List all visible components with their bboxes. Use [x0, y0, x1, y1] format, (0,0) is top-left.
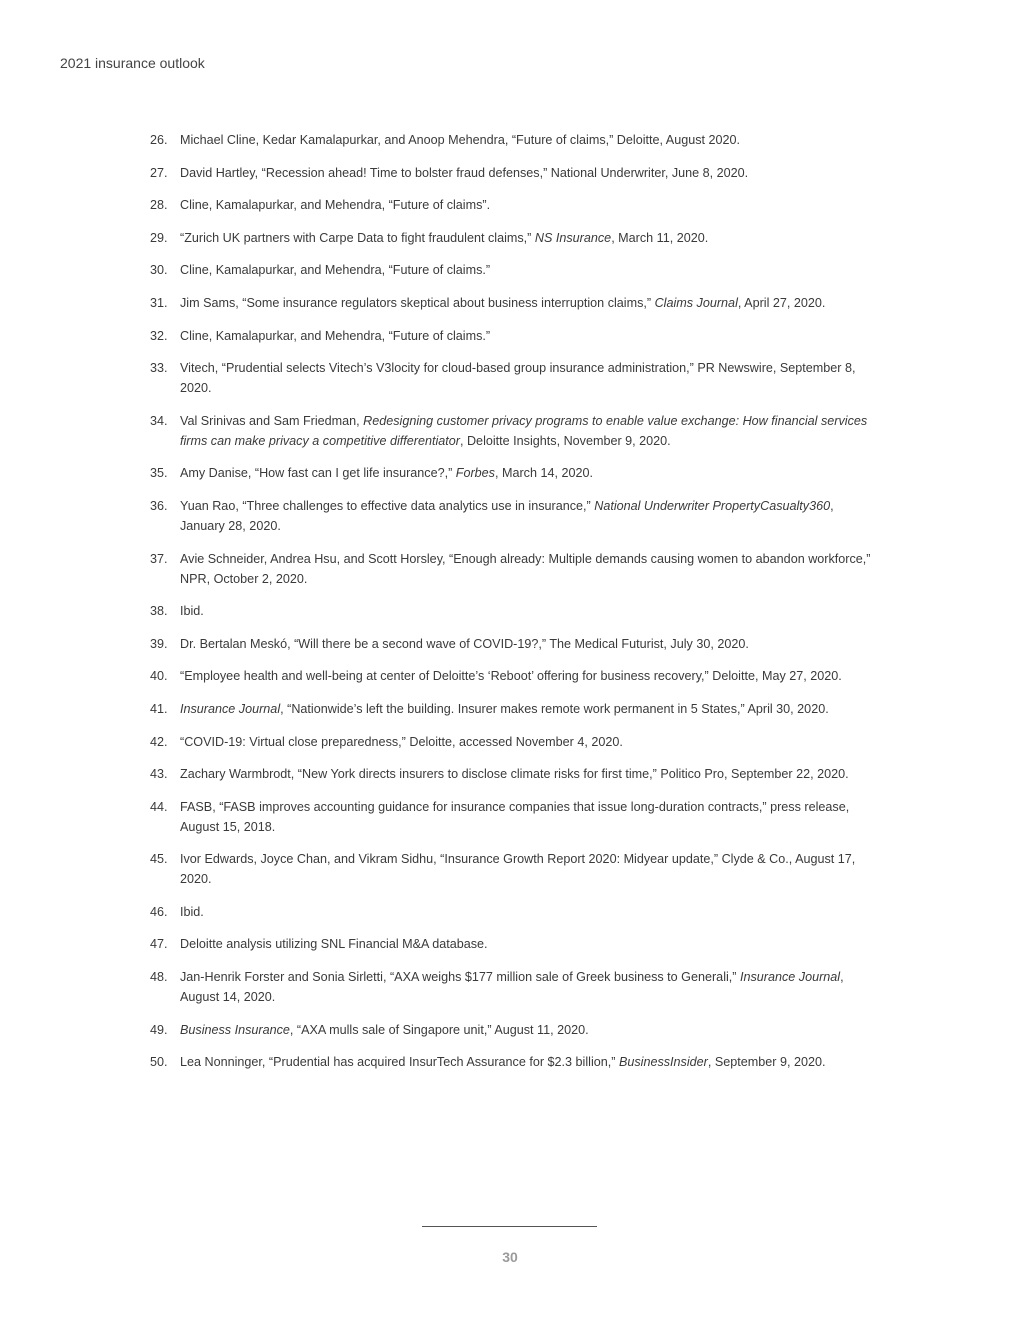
endnote-number: 44.: [150, 799, 168, 814]
endnote-item: [150, 666, 872, 686]
endnote-text: [180, 293, 872, 313]
endnote-text-fragment: Lea Nonninger, “Prudential has acquired InsurTech Assurance for $2.3 billion,”: [180, 1055, 619, 1070]
endnote-text: [180, 797, 872, 837]
endnote-italic-title: National Underwriter PropertyCasualty360: [594, 498, 831, 513]
endnote-item: [150, 634, 872, 654]
endnote-number: 50.: [150, 1055, 168, 1070]
endnote-text-fragment: Amy Danise, “How fast can I get life insurance?,”: [180, 466, 456, 481]
endnote-number: 42.: [150, 734, 168, 749]
page-number: 30: [502, 1249, 518, 1265]
endnote-number: 32.: [150, 328, 168, 343]
endnote-text-fragment: Michael Cline, Kedar Kamalapurkar, and Anoop Mehendra, “Future of claims,” Deloitte, August 2020.: [180, 133, 741, 147]
endnote-item: [150, 732, 872, 752]
endnote-item: [150, 849, 872, 889]
endnote-text-fragment: , August 14, 2020.: [180, 970, 844, 1005]
endnote-text-fragment: Avie Schneider, Andrea Hsu, and Scott Horsley, “Enough already: Multiple demands causing women to abandon workforce,” NPR, October 2, 2020.: [180, 551, 871, 586]
endnote-item: [150, 764, 872, 784]
endnote-number: 31.: [150, 295, 168, 310]
endnote-text: [180, 358, 872, 398]
endnote-item: [150, 797, 872, 837]
endnote-text-fragment: Ivor Edwards, Joyce Chan, and Vikram Sidhu, “Insurance Growth Report 2020: Midyear update,” Clyde & Co., August 17, 2020.: [180, 852, 856, 887]
endnote-item: [150, 549, 872, 589]
endnote-italic-title: Forbes: [455, 466, 495, 481]
endnote-text-fragment: Ibid.: [180, 904, 204, 919]
endnote-number: 41.: [150, 701, 168, 716]
endnote-text: [180, 967, 872, 1007]
endnote-text-fragment: , “AXA mulls sale of Singapore unit,” August 11, 2020.: [289, 1022, 589, 1037]
endnote-italic-title: Business Insurance: [180, 1022, 290, 1037]
endnote-text-fragment: FASB, “FASB improves accounting guidance for insurance companies that issue long-duration contracts,” press release, August 15, 2018.: [180, 799, 850, 834]
endnote-number: 40.: [150, 669, 168, 684]
endnote-number: 39.: [150, 636, 168, 651]
endnote-number: 49.: [150, 1022, 168, 1037]
endnote-text-fragment: Yuan Rao, “Three challenges to effective data analytics use in insurance,”: [180, 498, 595, 513]
endnote-number: 34.: [150, 413, 168, 428]
endnote-item: [150, 699, 872, 719]
endnote-text: [180, 130, 872, 150]
endnote-item: [150, 260, 872, 280]
endnote-text: [180, 666, 872, 686]
endnote-item: [150, 967, 872, 1007]
endnote-item: [150, 228, 872, 248]
endnote-text-fragment: , April 27, 2020.: [737, 295, 826, 310]
endnote-text-fragment: , September 9, 2020.: [707, 1055, 826, 1070]
endnote-italic-title: Insurance Journal: [180, 701, 281, 716]
endnote-number: 29.: [150, 230, 168, 245]
endnote-text-fragment: , “Nationwide’s left the building. Insurer makes remote work permanent in 5 States,” April 30, 2020.: [280, 701, 829, 716]
endnote-item: [150, 934, 872, 954]
endnote-text: [180, 228, 872, 248]
endnote-text-fragment: Zachary Warmbrodt, “New York directs insurers to disclose climate risks for first time,” Politico Pro, September 22, 2020.: [180, 767, 849, 782]
endnote-number: 26.: [150, 133, 168, 147]
endnote-item: [150, 463, 872, 483]
endnote-number: 46.: [150, 904, 168, 919]
endnote-text-fragment: Cline, Kamalapurkar, and Mehendra, “Future of claims”.: [180, 198, 491, 213]
endnote-item: [150, 195, 872, 215]
endnote-text: [180, 1052, 872, 1072]
endnote-text: [180, 732, 872, 752]
endnote-item: [150, 411, 872, 451]
endnote-text: [180, 764, 872, 784]
endnote-number: 27.: [150, 165, 168, 180]
endnote-text: [180, 163, 872, 183]
endnote-italic-title: BusinessInsider: [618, 1055, 708, 1070]
endnote-text-fragment: Deloitte analysis utilizing SNL Financial M&A database.: [180, 937, 488, 952]
endnote-number: 33.: [150, 361, 168, 376]
endnote-text-fragment: , March 11, 2020.: [611, 230, 709, 245]
endnote-text-fragment: , Deloitte Insights, November 9, 2020.: [459, 433, 671, 448]
endnote-text: [180, 549, 872, 589]
endnotes-list: [150, 130, 872, 1085]
footer-divider: [422, 1226, 597, 1227]
endnote-text-fragment: Cline, Kamalapurkar, and Mehendra, “Future of claims.”: [180, 263, 491, 278]
endnote-number: 47.: [150, 937, 168, 952]
endnote-text-fragment: Jan-Henrik Forster and Sonia Sirletti, “AXA weighs $177 million sale of Greek business to Generali,”: [180, 970, 740, 985]
endnote-number: 38.: [150, 604, 168, 619]
endnote-text: [180, 699, 872, 719]
endnote-text-fragment: “Zurich UK partners with Carpe Data to fight fraudulent claims,”: [180, 230, 535, 245]
endnote-text-fragment: “Employee health and well-being at center of Deloitte’s ‘Reboot’ offering for business recovery,” Deloitte, May 27, 2020.: [180, 669, 842, 684]
endnote-text: [180, 601, 872, 621]
endnote-italic-title: Redesigning customer privacy programs to enable value exchange: How financial services firms can make privacy a competitive differentiator: [180, 413, 868, 448]
endnote-text: [180, 496, 872, 536]
endnote-text-fragment: Dr. Bertalan Meskó, “Will there be a second wave of COVID-19?,” The Medical Futurist, July 30, 2020.: [180, 636, 749, 651]
endnote-italic-title: Claims Journal: [654, 295, 738, 310]
endnote-number: 30.: [150, 263, 168, 278]
endnote-text-fragment: Cline, Kamalapurkar, and Mehendra, “Future of claims.”: [180, 328, 491, 343]
endnote-number: 28.: [150, 198, 168, 213]
endnote-item: [150, 902, 872, 922]
endnote-text: [180, 934, 872, 954]
endnote-text: [180, 260, 872, 280]
endnote-item: [150, 293, 872, 313]
endnote-item: [150, 358, 872, 398]
endnote-item: [150, 496, 872, 536]
endnote-number: 35.: [150, 466, 168, 481]
endnote-text-fragment: Vitech, “Prudential selects Vitech’s V3locity for cloud-based group insurance administration,” PR Newswire, September 8, 2020.: [180, 361, 856, 396]
endnote-number: 48.: [150, 970, 168, 985]
endnote-text-fragment: Jim Sams, “Some insurance regulators skeptical about business interruption claims,”: [180, 295, 655, 310]
running-header: 2021 insurance outlook: [60, 55, 205, 71]
endnote-text: [180, 195, 872, 215]
endnote-text: [180, 902, 872, 922]
endnote-text: [180, 1020, 872, 1040]
endnote-item: [150, 163, 872, 183]
endnote-text: [180, 849, 872, 889]
endnote-item: [150, 326, 872, 346]
endnote-text-fragment: , January 28, 2020.: [180, 498, 834, 533]
endnote-italic-title: Insurance Journal: [739, 970, 841, 985]
endnote-number: 36.: [150, 498, 168, 513]
endnote-item: [150, 601, 872, 621]
endnote-text-fragment: “COVID-19: Virtual close preparedness,” Deloitte, accessed November 4, 2020.: [180, 734, 623, 749]
endnote-number: 45.: [150, 852, 168, 867]
endnote-italic-title: NS Insurance: [534, 230, 612, 245]
endnote-text: [180, 634, 872, 654]
endnote-item: [150, 130, 872, 150]
endnote-item: [150, 1052, 872, 1072]
endnote-text: [180, 326, 872, 346]
endnote-text-fragment: , March 14, 2020.: [494, 466, 593, 481]
endnote-text-fragment: Ibid.: [180, 604, 204, 619]
endnote-text-fragment: Val Srinivas and Sam Friedman,: [180, 413, 364, 428]
endnote-text: [180, 411, 872, 451]
endnote-number: 37.: [150, 551, 168, 566]
endnote-item: [150, 1020, 872, 1040]
endnote-text: [180, 463, 872, 483]
endnote-text-fragment: David Hartley, “Recession ahead! Time to bolster fraud defenses,” National Underwriter, June 8, 2020.: [180, 165, 749, 180]
endnote-number: 43.: [150, 767, 168, 782]
